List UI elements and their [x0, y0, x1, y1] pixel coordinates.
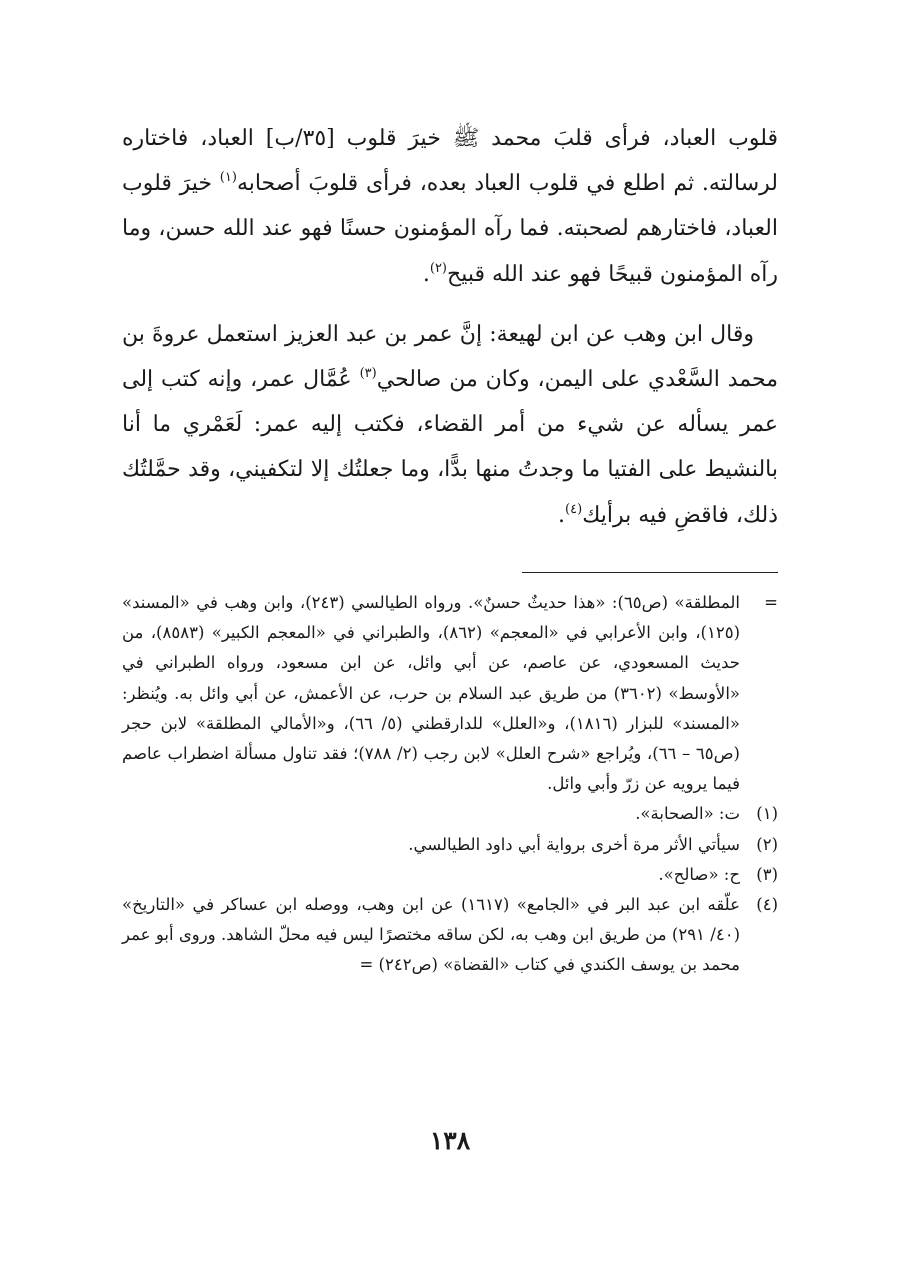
paragraph-2-part-3: . [558, 502, 566, 528]
footnote-ref-1[interactable]: (١) [219, 170, 237, 186]
footnote-2-text: سيأتي الأثر مرة أخرى برواية أبي داود الطيالسي. [408, 834, 740, 854]
paragraph-1-part-2: خيرَ قلوب العباد، فاختارهم لصحبته. فما رآه المؤمنون حسنًا فهو عند الله حسن، وما رآه المؤمنون قبيحًا فهو عند الله قبيح [122, 171, 778, 287]
continuation-mark: = [764, 593, 778, 612]
footnote-3-mark: (٣) [756, 864, 778, 884]
page-number: ١٣٨ [429, 1126, 471, 1155]
footnote-1-mark: (١) [756, 804, 778, 824]
footnote-continuation [122, 588, 778, 799]
paragraph-1-part-1: قلوب العباد، فرأى قلبَ محمد ﷺ خيرَ قلوب [٣٥/ب] العباد، فاختاره لرسالته. ثم اطلع في قلوب العباد بعده، فرأى قلوبَ أصحابه [122, 126, 778, 197]
footnote-ref-4[interactable]: (٤) [565, 501, 583, 517]
footnote-continuation-text: المطلقة» (ص٦٥): «هذا حديثٌ حسنٌ». ورواه الطيالسي (٢٤٣)، وابن وهب في «المسند» (١٢٥)، وابن الأعرابي في «المعجم» (٨٦٢)، والطبراني في «المعجم الكبير» (٨٥٨٣)، من حديث المسعودي، عن عاصم، عن أبي وائل، عن ابن مسعود، ورواه الطبراني في «الأوسط» (٣٦٠٢) من طريق عبد السلام بن حرب، عن الأعمش، عن أبي وائل به. ويُنظر: «المسند» للبزار (١٨١٦)، و«العلل» للدارقطني (٥/ ٦٦)، و«الأمالي المطلقة» لابن حجر (ص٦٥ – ٦٦)، ويُراجع «شرح العلل» لابن رجب (٢/ ٧٨٨)؛ فقد تناول مسألة اضطراب عاصم فيما يرويه عن زرّ وأبي وائل. [122, 593, 741, 794]
footnote-3 [122, 860, 778, 890]
footnote-separator [522, 572, 778, 573]
footnote-2-mark: (٢) [756, 834, 778, 854]
paragraph-1 [122, 116, 778, 297]
main-text [122, 116, 778, 538]
paragraph-2-part-1: وقال ابن وهب عن ابن لهيعة: إنَّ عمر بن عبد العزيز استعمل عروةَ بن محمد السَّعْدي على اليمن، وكان من صالحي [122, 321, 778, 393]
footnote-ref-2[interactable]: (٢) [429, 260, 447, 276]
footnote-1-text: ت: «الصحابة». [635, 804, 740, 824]
footnote-3-text: ح: «صالح». [658, 864, 740, 884]
footnote-1 [122, 799, 778, 829]
paragraph-1-part-3: . [422, 261, 430, 287]
paragraph-2-part-2: عُمَّال عمر، وإنه كتب إلى عمر يسأله عن شيء من أمر القضاء، فكتب إليه عمر: لَعَمْري ما أنا بالنشيط على الفتيا ما وجدتُ منها بدًّا، وما جعلتُك إلا لتكفيني، وقد حمَّلتُك ذلك، فاقضِ فيه برأيك [122, 367, 778, 528]
paragraph-2 [122, 312, 778, 538]
footnote-4-mark: (٤) [756, 895, 778, 915]
footnote-4 [122, 890, 778, 981]
footnote-4-text: علّقه ابن عبد البر في «الجامع» (١٦١٧) عن ابن وهب، ووصله ابن عساكر في «التاريخ» (٤٠/ ٢٩١) من طريق ابن وهب به، لكن ساقه مختصرًا ليس فيه محلّ الشاهد. وروى أبو عمر محمد بن يوسف الكندي في كتاب «القضاة» (ص٢٤٢) = [122, 895, 740, 975]
footnote-ref-3[interactable]: (٣) [359, 366, 377, 382]
footnotes [122, 588, 778, 981]
footnote-2 [122, 830, 778, 860]
